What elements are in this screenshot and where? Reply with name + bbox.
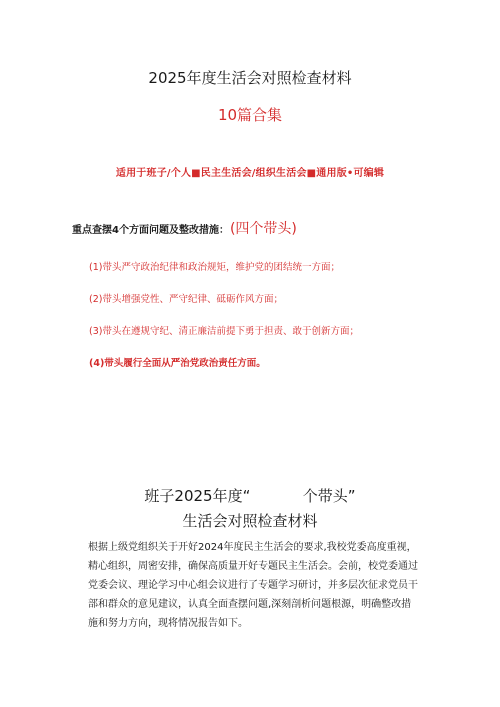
focus-lead: 重点查摆4个方面问题及整改措施： [72, 225, 229, 236]
section-title-line-2: 生活会对照检查材料 [182, 512, 318, 530]
focus-item-1: (1)带头严守政治纪律和政治规矩，维护党的团结统一方面； [89, 262, 340, 273]
section-title-line-1: 班子2025年度“ 个带头” [144, 487, 356, 505]
focus-heading [72, 218, 297, 238]
focus-tag: (四个带头) [229, 221, 297, 237]
focus-item-4: (4)带头履行全面从严治党政治责任方面。 [89, 358, 266, 369]
body-line-3: 党委会议、理论学习中心组会议进行了专题学习研讨，并多层次征求党员干 [88, 580, 418, 591]
focus-item-2: (2)带头增强党性、严守纪律、砥砺作风方面； [89, 294, 283, 305]
body-line-4: 部和群众的意见建议，认真全面查摆问题,深刻剖析问题根源，明确整改措 [88, 599, 412, 610]
focus-item-3: (3)带头在遵规守纪、清正廉洁前提下勇于担责、敢于创新方面； [89, 326, 359, 337]
applicability-note: 适用于班子/个人■民主生活会/组织生活会■通用版•可编辑 [115, 168, 385, 179]
document-title: 2025年度生活会对照检查材料 [148, 69, 352, 87]
document-subtitle: 10篇合集 [217, 106, 283, 124]
body-line-2: 精心组织，周密安排，确保高质量开好专题民主生活会。会前，校党委通过 [88, 561, 418, 572]
body-paragraph [88, 538, 440, 633]
body-line-1: 根据上级党组织关于开好2024年度民主生活会的要求,我校党委高度重视， [88, 542, 417, 553]
body-line-5: 施和努力方向，现将情况报告如下。 [88, 618, 248, 629]
